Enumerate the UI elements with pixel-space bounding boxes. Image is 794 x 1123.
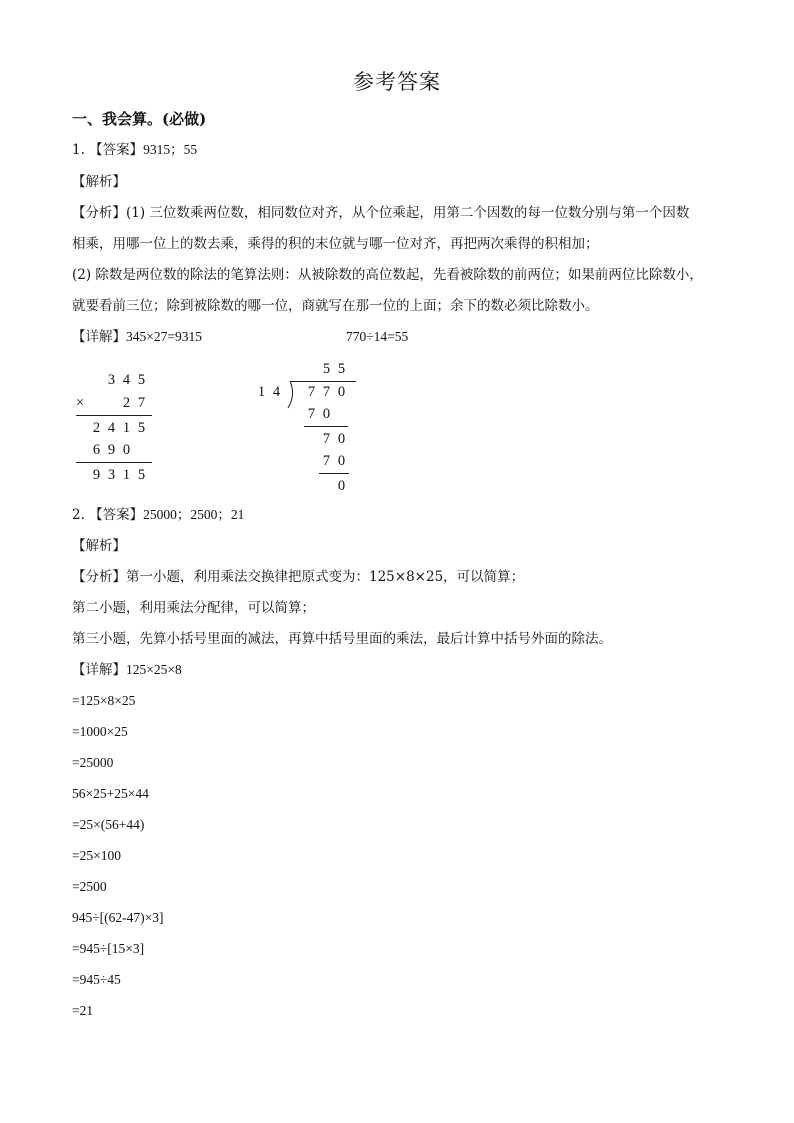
- q2-fenxi-line1: 【分析】第一小题，利用乘法交换律把原式变为：125×8×25，可以简算；: [72, 569, 525, 585]
- q2-answer: [72, 505, 244, 525]
- q1-answer-prefix: 1. 【答案】: [72, 142, 144, 158]
- digit: 7: [307, 406, 316, 422]
- digit: 9: [107, 442, 116, 458]
- q1-xiangjie: [72, 327, 202, 347]
- div-remainder-1: [319, 431, 349, 448]
- div-subtract-2: [319, 453, 349, 470]
- mul-row2: [119, 395, 149, 412]
- digit: 7: [137, 395, 146, 411]
- digit: 0: [337, 431, 346, 447]
- div-dividend: [304, 384, 349, 401]
- q2-step: =945÷[15×3]: [72, 941, 145, 956]
- digit: 5: [137, 372, 146, 388]
- div-line-1: [304, 426, 348, 427]
- mul-sign: ×: [76, 395, 85, 411]
- digit: 2: [92, 420, 101, 436]
- q1-jiexi: 【解析】: [72, 174, 126, 190]
- q2-xiangjie: [72, 660, 182, 680]
- q1-eq-mul: 345×27=9315: [126, 329, 202, 344]
- digit: 0: [122, 442, 131, 458]
- div-subtract-1: [304, 406, 334, 423]
- div-quotient: [319, 361, 349, 378]
- section-heading: 一、我会算。(必做): [72, 110, 207, 128]
- q2-fenxi-line2: 第二小题，利用乘法分配律，可以简算；: [72, 600, 315, 616]
- q2-step: =945÷45: [72, 972, 121, 987]
- digit: 0: [322, 406, 331, 422]
- q1-answer: [72, 140, 197, 160]
- mul-partial-2: [89, 442, 134, 459]
- digit: 0: [337, 453, 346, 469]
- digit: 9: [92, 467, 101, 483]
- digit: 7: [307, 384, 316, 400]
- div-bracket-curve: [284, 381, 296, 409]
- q2-fenxi-line3: 第三小题，先算小括号里面的减法，再算中括号里面的乘法，最后计算中括号外面的除法。: [72, 631, 612, 647]
- mul-result: [89, 467, 149, 484]
- q1-eq-div: 770÷14=55: [346, 329, 409, 344]
- q2-step: 56×25+25×44: [72, 786, 149, 801]
- digit: 1: [257, 384, 266, 400]
- q2-step: =1000×25: [72, 724, 128, 739]
- div-divisor: [254, 384, 284, 401]
- q1-fenxi-line4: 就要看前三位；除到被除数的哪一位，商就写在那一位的上面；余下的数必须比除数小。: [72, 298, 599, 314]
- digit: 7: [322, 384, 331, 400]
- digit: 7: [322, 431, 331, 447]
- q2-step: =25×100: [72, 848, 121, 863]
- digit: 7: [322, 453, 331, 469]
- q2-answer-value: 25000；2500；21: [143, 507, 245, 522]
- q2-step: =21: [72, 1003, 94, 1018]
- mul-line-2: [76, 462, 152, 463]
- div-remainder-final: [334, 478, 349, 495]
- digit: 0: [337, 478, 346, 494]
- digit: 1: [122, 420, 131, 436]
- digit: 1: [122, 467, 131, 483]
- q2-step: =25000: [72, 755, 114, 770]
- mul-partial-1: [89, 420, 149, 437]
- mul-line-1: [76, 415, 152, 416]
- digit: 3: [107, 372, 116, 388]
- q2-step: =2500: [72, 879, 107, 894]
- q2-step: 945÷[(62-47)×3]: [72, 910, 164, 925]
- q2-step: =25×(56+44): [72, 817, 145, 832]
- div-bracket-top: [290, 381, 356, 382]
- digit: 5: [322, 361, 331, 377]
- q2-answer-prefix: 2. 【答案】: [72, 507, 144, 523]
- digit: 4: [272, 384, 281, 400]
- digit: 5: [137, 467, 146, 483]
- digit: 0: [337, 384, 346, 400]
- digit: 5: [137, 420, 146, 436]
- q2-step: 125×25×8: [126, 662, 182, 677]
- q1-fenxi-line2: 相乘，用哪一位上的数去乘，乘得的积的末位就与哪一位对齐，再把两次乘得的积相加；: [72, 236, 599, 252]
- mul-row1: [104, 372, 149, 389]
- q2-jiexi: 【解析】: [72, 538, 126, 554]
- digit: 4: [122, 372, 131, 388]
- digit: 3: [107, 467, 116, 483]
- q1-fenxi-line3: (2) 除数是两位数的除法的笔算法则：从被除数的高位数起，先看被除数的前两位；如果前两位比除数小，: [72, 267, 703, 283]
- q1-fenxi-line1: 【分析】(1) 三位数乘两位数，相同数位对齐，从个位乘起，用第二个因数的每一位数分别与第一个因数: [72, 205, 690, 221]
- q2-xiangjie-label: 【详解】: [72, 662, 126, 678]
- page-title: 参考答案: [353, 70, 441, 94]
- q2-step: =125×8×25: [72, 693, 136, 708]
- div-line-2: [319, 473, 349, 474]
- digit: 4: [107, 420, 116, 436]
- digit: 5: [337, 361, 346, 377]
- digit: 2: [122, 395, 131, 411]
- q1-answer-value: 9315；55: [143, 142, 198, 157]
- digit: 6: [92, 442, 101, 458]
- q1-xiangjie-label: 【详解】: [72, 329, 126, 345]
